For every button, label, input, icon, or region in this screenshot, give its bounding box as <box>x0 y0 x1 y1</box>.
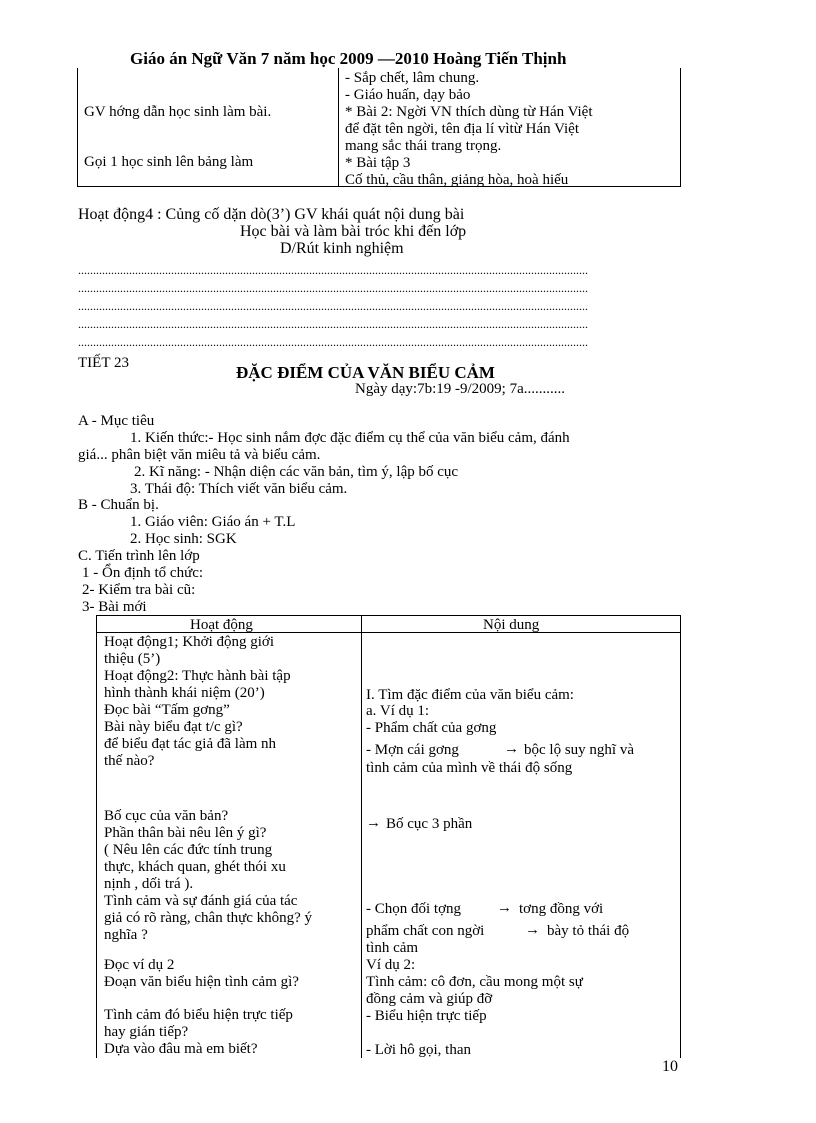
table-border <box>361 615 362 1058</box>
table-right-line: Tình cảm: cô đơn, cầu mong một sự <box>366 974 583 990</box>
table-right-line: bộc lộ suy nghĩ và <box>524 742 634 758</box>
homework-line: Học bài và làm bài tróc khi đến lớp <box>240 223 467 240</box>
table-right-line: a. Ví dụ 1: <box>366 703 430 719</box>
process-step1: 1 - Ổn định tổ chức: <box>82 565 204 581</box>
process-step3: 3- Bài mới <box>82 599 147 615</box>
table-border <box>96 632 681 633</box>
table-left-line: nịnh , dối trá ). <box>104 876 194 892</box>
dotted-line: .......................................................................................................................................................................... <box>78 335 588 347</box>
objective-skill: 2. Kĩ năng: - Nhận diện các văn bản, tìm ý, lập bố cục <box>134 464 459 480</box>
table-border <box>680 68 681 186</box>
column-header-activity: Hoạt động <box>190 617 253 633</box>
table-border <box>77 68 78 186</box>
arrow-icon: → <box>366 815 381 831</box>
table-left-line: ( Nêu lên các đức tính trung <box>104 842 273 858</box>
table-left-line: Phần thân bài nêu lên ý gì? <box>104 825 267 841</box>
table-border <box>338 68 339 186</box>
table-left-line: Tình cảm và sự đánh giá của tác <box>104 893 298 909</box>
prep-heading: B - Chuẩn bị. <box>78 497 159 513</box>
table-left-line: giả có rõ ràng, chân thực không? ý <box>104 910 313 926</box>
table-right-line: - Biểu hiện trực tiếp <box>366 1008 487 1024</box>
table-border <box>96 615 681 616</box>
table-right-line: Bố cục 3 phần <box>386 816 473 832</box>
table-left-line: hình thành khái niệm (20’) <box>104 685 265 701</box>
table-right-line: tình cảm của mình về thái độ sống <box>366 760 573 776</box>
table-left-line: thực, khách quan, ghét thói xu <box>104 859 286 875</box>
table-left-line: để biểu đạt tác giả đã làm nh <box>104 736 277 752</box>
table-left-line: Dựa vào đâu mà em biết? <box>104 1041 258 1057</box>
lesson-number: TIẾT 23 <box>78 355 129 371</box>
top-table-right-cell: mang sắc thái trang trọng. <box>345 138 502 154</box>
top-table-right-cell: * Bài tập 3 <box>345 155 411 171</box>
prep-teacher: 1. Giáo viên: Giáo án + T.L <box>130 514 296 530</box>
column-header-content: Nội dung <box>483 617 540 633</box>
table-right-line: - Chọn đối tợng <box>366 901 462 917</box>
table-left-line: Tình cảm đó biểu hiện trực tiếp <box>104 1007 293 1023</box>
top-table-right-cell: để đặt tên ngời, tên địa lí vìtừ Hán Việt <box>345 121 580 137</box>
table-left-line: thế nào? <box>104 753 155 769</box>
objective-knowledge-cont: giá... phân biệt văn miêu tả và biểu cảm. <box>78 447 321 463</box>
table-left-line: Bố cục của văn bản? <box>104 808 229 824</box>
process-heading: C. Tiến trình lên lớp <box>78 548 200 564</box>
table-right-line: - Mợn cái gơng <box>366 742 459 758</box>
experience-heading: D/Rút kinh nghiệm <box>280 240 404 257</box>
arrow-icon: → <box>525 922 540 938</box>
table-right-line: bày tỏ thái độ <box>547 923 630 939</box>
table-left-line: Đọc bài “Tấm gơng” <box>104 702 230 718</box>
dotted-line: .......................................................................................................................................................................... <box>78 263 588 275</box>
table-right-line: - Phẩm chất của gơng <box>366 720 497 736</box>
table-left-line: hay gián tiếp? <box>104 1024 189 1040</box>
table-right-line: phẩm chất con ngời <box>366 923 485 939</box>
table-right-line: - Lời hô gọi, than <box>366 1042 471 1058</box>
process-step2: 2- Kiểm tra bài cũ: <box>82 582 196 598</box>
top-table-right-cell: Cố thủ, cầu thân, giảng hòa, hoà hiếu <box>345 172 569 188</box>
table-right-line: tơng đồng với <box>519 901 604 917</box>
table-right-line: I. Tìm đặc điểm của văn biểu cảm: <box>366 687 574 703</box>
activity4-line: Hoạt động4 : Củng cố dặn dò(3’) GV khái quát nội dung bài <box>78 206 465 223</box>
arrow-icon: → <box>497 900 512 916</box>
teaching-date: Ngày dạy:7b:19 -9/2009; 7a........... <box>355 381 565 397</box>
objective-knowledge: 1. Kiến thức:- Học sinh nắm đợc đặc điểm cụ thể của văn biểu cảm, đánh <box>130 430 570 446</box>
table-left-line: Đọc ví dụ 2 <box>104 957 175 973</box>
table-border <box>96 615 97 1058</box>
top-table-right-cell: - Sắp chết, lâm chung. <box>345 70 480 86</box>
table-right-line: đồng cảm và giúp đỡ <box>366 991 493 1007</box>
objective-attitude: 3. Thái độ: Thích viết văn biểu cảm. <box>130 481 348 497</box>
table-left-line: thiệu (5’) <box>104 651 161 667</box>
page-header: Giáo án Ngữ Văn 7 năm học 2009 —2010 Hoàng Tiến Thịnh <box>130 49 567 68</box>
top-table-right-cell: - Giáo huấn, dạy bảo <box>345 87 471 103</box>
dotted-line: .......................................................................................................................................................................... <box>78 299 588 311</box>
page-number: 10 <box>662 1058 678 1075</box>
top-table-left-cell: GV hớng dẫn học sinh làm bài. <box>84 104 272 120</box>
table-border <box>680 615 681 1058</box>
arrow-icon: → <box>504 741 519 757</box>
table-left-line: nghĩa ? <box>104 927 148 943</box>
top-table-left-cell: Gọi 1 học sinh lên bảng làm <box>84 154 254 170</box>
lesson-title: ĐẶC ĐIỂM CỦA VĂN BIỂU CẢM <box>236 363 495 382</box>
table-left-line: Bài này biểu đạt t/c gì? <box>104 719 243 735</box>
prep-student: 2. Học sinh: SGK <box>130 531 237 547</box>
table-left-line: Đoạn văn biểu hiện tình cảm gì? <box>104 974 299 990</box>
table-left-line: Hoạt động1; Khởi động giới <box>104 634 275 650</box>
table-right-line: Ví dụ 2: <box>366 957 416 973</box>
table-right-line: tình cảm <box>366 940 419 956</box>
dotted-line: .......................................................................................................................................................................... <box>78 281 588 293</box>
dotted-line: .......................................................................................................................................................................... <box>78 317 588 329</box>
table-left-line: Hoạt động2: Thực hành bài tập <box>104 668 291 684</box>
objectives-heading: A - Mục tiêu <box>78 413 155 429</box>
top-table-right-cell: * Bài 2: Ngời VN thích dùng từ Hán Việt <box>345 104 593 120</box>
